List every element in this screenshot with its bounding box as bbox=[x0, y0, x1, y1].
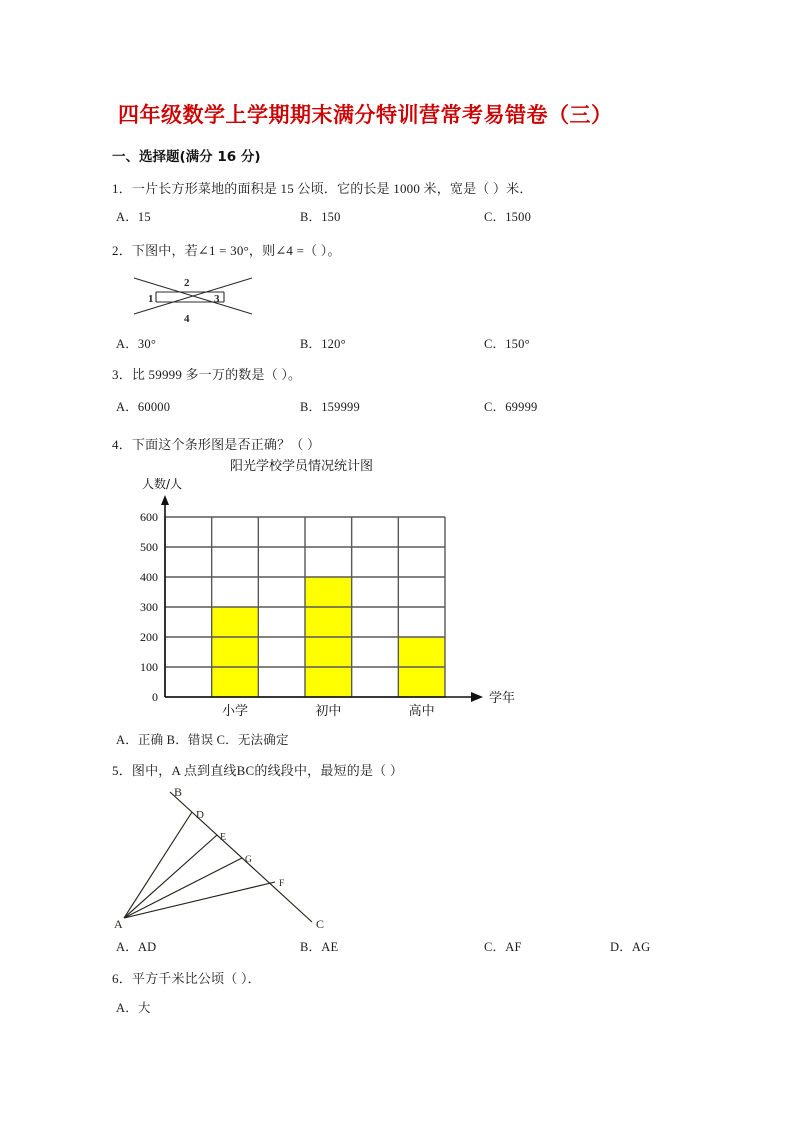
crossing-lines-figure bbox=[128, 270, 258, 328]
question-5-option-c[interactable]: C．AF bbox=[484, 940, 522, 954]
question-5-option-b[interactable]: B．AE bbox=[300, 940, 339, 954]
question-5-option-d[interactable]: D．AG bbox=[610, 940, 651, 954]
y-tick-300: 300 bbox=[140, 600, 158, 614]
y-tick-0: 0 bbox=[152, 690, 158, 704]
question-5-text: 5．图中，A 点到直线BC的线段中，最短的是（ ） bbox=[112, 763, 404, 778]
bar-chart bbox=[125, 455, 525, 719]
question-2-option-b[interactable]: B．120° bbox=[300, 337, 346, 351]
y-axis-arrow bbox=[161, 495, 169, 505]
y-tick-100: 100 bbox=[140, 660, 158, 674]
question-4-text: 4．下面这个条形图是否正确？（ ） bbox=[112, 437, 321, 452]
y-tick-400: 400 bbox=[140, 570, 158, 584]
geo-label-a: A bbox=[114, 917, 123, 931]
question-2-text: 2．下图中，若∠1 = 30°，则∠4 =（ ）。 bbox=[112, 243, 341, 258]
fan-lines-figure bbox=[112, 782, 372, 932]
page-title: 四年级数学上学期期末满分特训营常考易错卷（三） bbox=[118, 103, 613, 127]
cross-label-top: 2 bbox=[184, 277, 190, 289]
geo-label-e: E bbox=[220, 832, 227, 843]
geo-label-b: B bbox=[174, 785, 183, 799]
cross-label-left: 1 bbox=[148, 293, 154, 305]
question-3-option-c[interactable]: C．69999 bbox=[484, 400, 538, 414]
x-tick-小学: 小学 bbox=[221, 704, 249, 719]
question-2-option-a[interactable]: A．30° bbox=[116, 337, 157, 351]
cross-label-bottom: 4 bbox=[184, 313, 190, 325]
section-heading: 一、选择题(满分 16 分) bbox=[112, 149, 261, 165]
question-1-text: 1．一片长方形菜地的面积是 15 公顷．它的长是 1000 米，宽是（ ）米． bbox=[112, 181, 533, 196]
question-1-option-a[interactable]: A．15 bbox=[116, 210, 151, 224]
geo-label-c: C bbox=[316, 917, 325, 931]
x-axis-arrow bbox=[471, 692, 483, 702]
x-tick-高中: 高中 bbox=[408, 704, 435, 719]
y-tick-500: 500 bbox=[140, 540, 158, 554]
y-tick-600: 600 bbox=[140, 510, 158, 524]
question-3-option-a[interactable]: A．60000 bbox=[116, 400, 171, 414]
question-3-text: 3．比 59999 多一万的数是（ ）。 bbox=[112, 367, 302, 382]
question-6-option-a[interactable]: A．大 bbox=[116, 1001, 151, 1015]
chart-title: 阳光学校学员情况统计图 bbox=[230, 459, 374, 474]
question-1-option-c[interactable]: C．1500 bbox=[484, 210, 532, 224]
chart-canvas bbox=[125, 455, 525, 719]
question-3-option-b[interactable]: B．159999 bbox=[300, 400, 360, 414]
x-tick-初中: 初中 bbox=[315, 704, 342, 719]
geo-label-d: D bbox=[196, 809, 204, 821]
question-4-options[interactable]: A．正确 B．错误 C．无法确定 bbox=[116, 733, 289, 747]
question-6-text: 6．平方千米比公顷（ ）． bbox=[112, 971, 261, 986]
cross-label-right: 3 bbox=[214, 293, 220, 305]
geo-label-g: G bbox=[245, 855, 252, 865]
question-2-option-c[interactable]: C．150° bbox=[484, 337, 530, 351]
question-5-option-a[interactable]: A．AD bbox=[116, 940, 157, 954]
y-tick-200: 200 bbox=[140, 630, 158, 644]
chart-x-axis-label: 学年 bbox=[489, 691, 516, 706]
bar-小学 bbox=[212, 607, 259, 697]
question-1-option-b[interactable]: B．150 bbox=[300, 210, 341, 224]
chart-y-axis-label: 人数/人 bbox=[142, 477, 183, 491]
geo-label-f: F bbox=[279, 879, 285, 889]
